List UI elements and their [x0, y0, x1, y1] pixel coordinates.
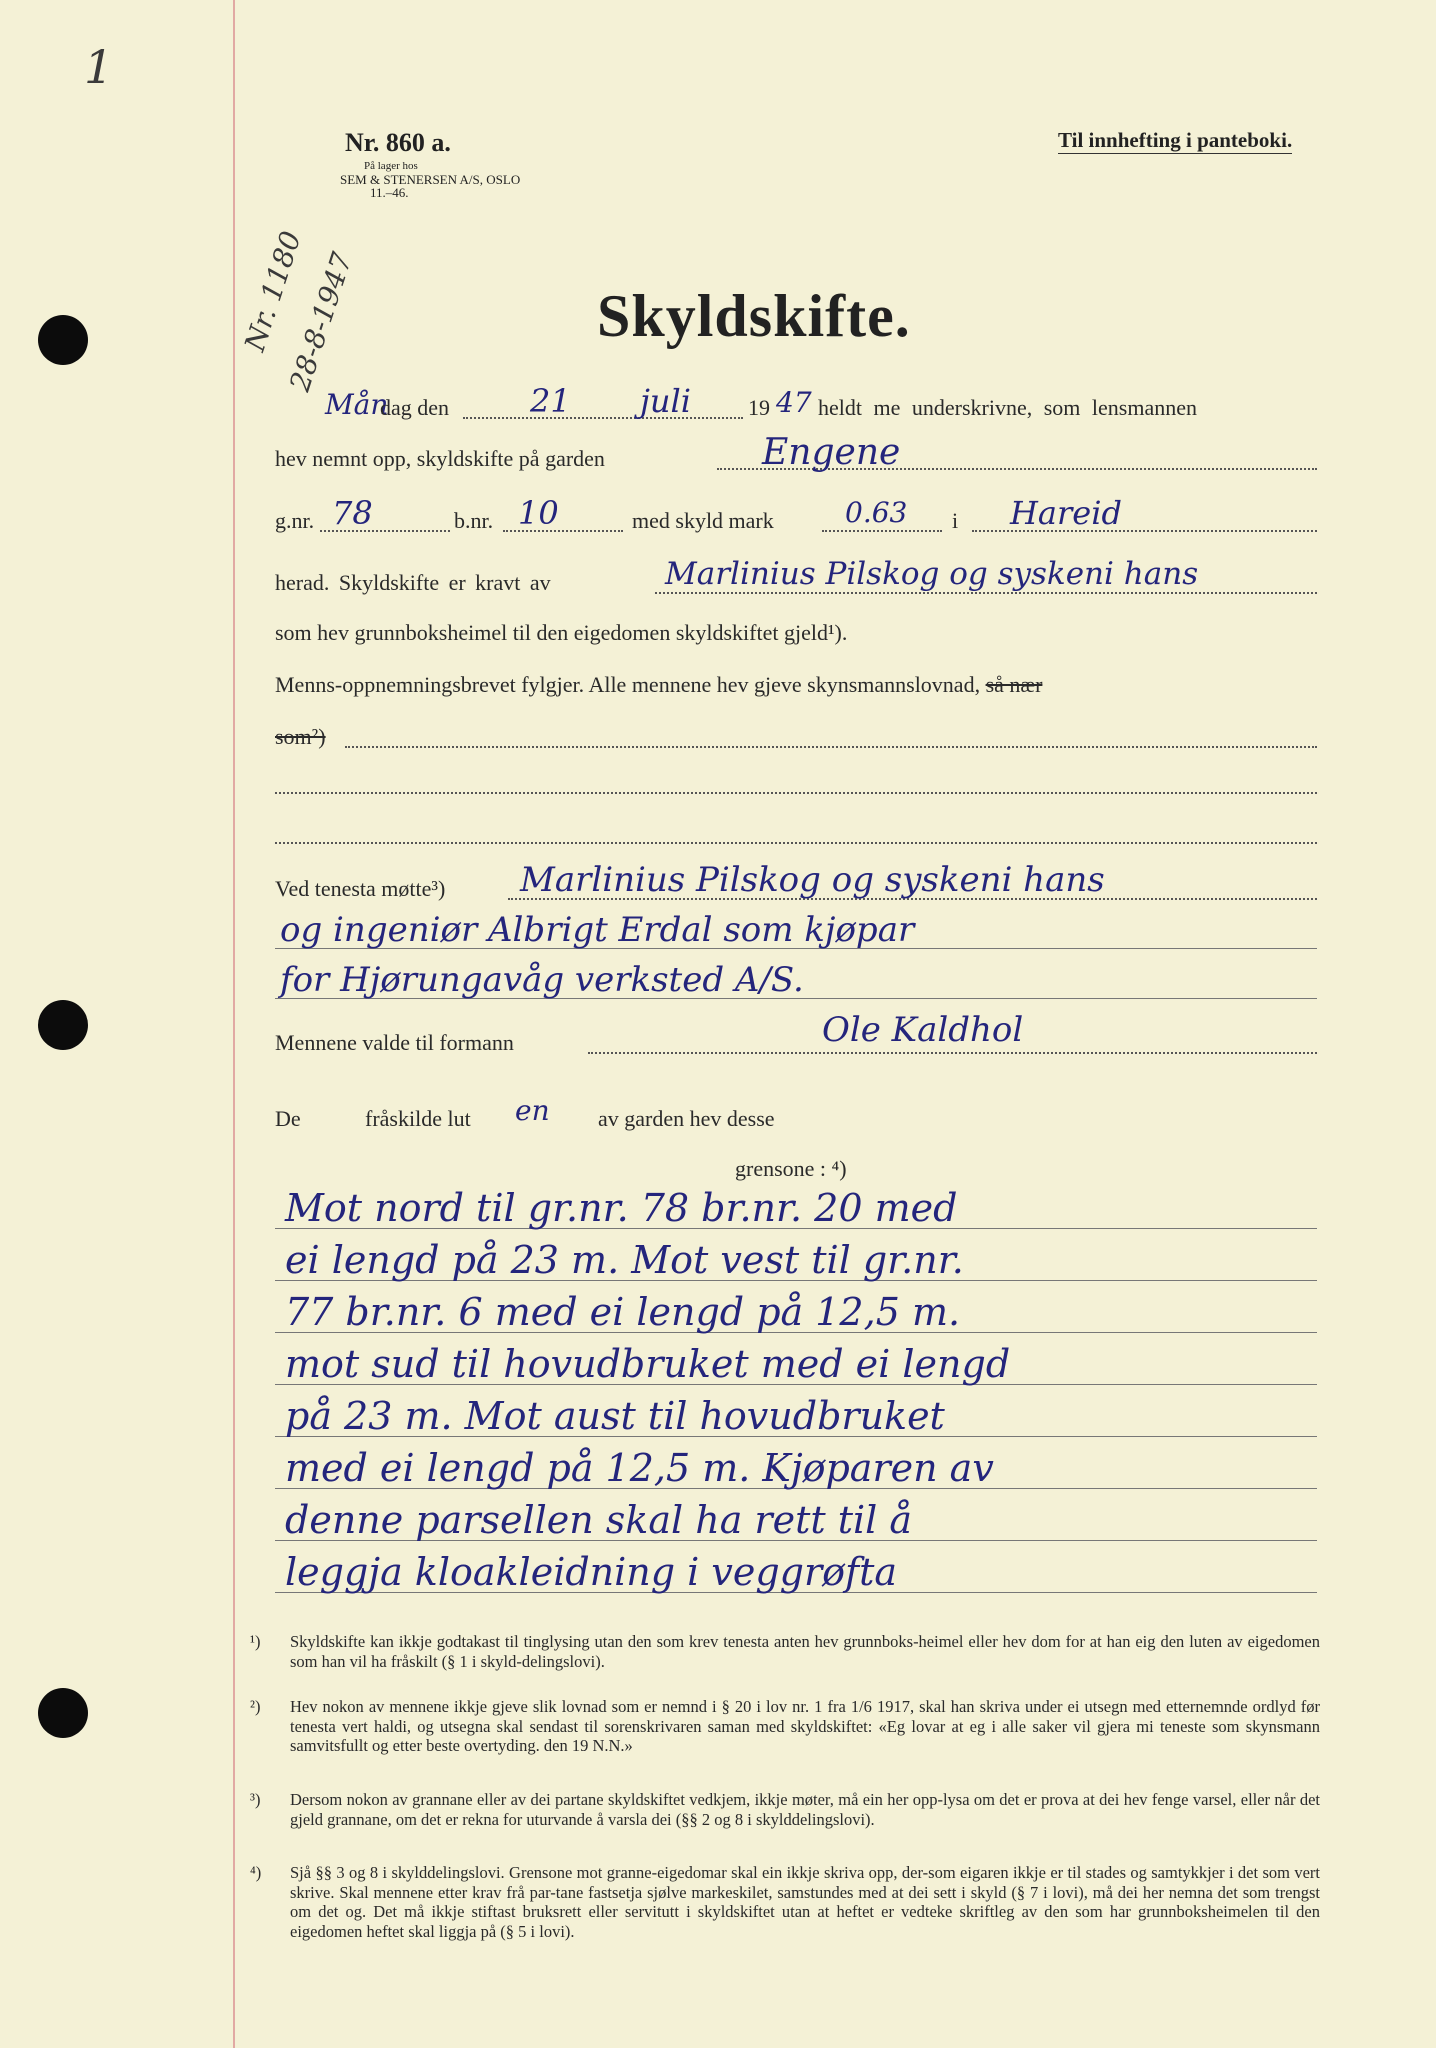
pencil-reg-date: 28-8-1947 [283, 248, 359, 396]
publisher-imprint [340, 160, 520, 199]
form-number: Nr. 860 a. [345, 128, 451, 157]
label-skyld: med skyld mark [632, 508, 774, 533]
hand-boundary-line: Mot nord til gr.nr. 78 br.nr. 20 med [285, 1186, 958, 1230]
label-lot: fråskilde lut [365, 1106, 471, 1131]
label-requester: herad. Skyldskifte er kravt av [275, 570, 551, 595]
label-farm: hev nemnt opp, skyldskifte på garden [275, 446, 605, 471]
label-title-holder: som hev grunnboksheimel til den eigedomen skyldskiftet gjeld¹). [275, 620, 848, 645]
footnote-4 [250, 1863, 1320, 1941]
label-day: dag den [380, 395, 450, 420]
hand-bnr: 10 [518, 494, 559, 532]
footnote-number: ³) [250, 1790, 261, 1809]
label-appointment [275, 672, 1042, 698]
footnote-text: Dersom nokon av grannane eller av dei partane skyldskiftet vedkjem, ikkje møter, må ein her opp-lysa om det er prova at dei hev fenge varsel, eller når det gjeld grannane, om det er rekna for uturvande å varsla dei (§§ 2 og 8 i skylddelingslovi). [290, 1790, 1320, 1829]
label-chairman: Mennene valde til formann [275, 1030, 514, 1055]
pencil-reg-number: Nr. 1180 [238, 227, 308, 356]
punch-hole-top [38, 315, 88, 365]
hand-boundary-line: med ei lengd på 12,5 m. Kjøparen av [285, 1446, 994, 1490]
label-lot-rest: av garden hev desse [598, 1106, 775, 1131]
struck-text-som: som²) [275, 724, 326, 749]
hand-attendees-line-2: og ingeniør Albrigt Erdal som kjøpar [280, 910, 915, 950]
footnote-3 [250, 1790, 1320, 1829]
hand-gnr: 78 [332, 494, 373, 532]
hand-month: juli [640, 382, 691, 420]
label-intro-rest: heldt me underskrivne, som lensmannen [818, 395, 1197, 420]
label-bnr: b.nr. [454, 508, 494, 533]
punch-hole-bottom [38, 1688, 88, 1738]
hand-chairman-name: Ole Kaldhol [822, 1010, 1024, 1050]
hand-boundary-line: 77 br.nr. 6 med ei lengd på 12,5 m. [285, 1290, 961, 1334]
footnote-number: ⁴) [250, 1863, 262, 1882]
footnote-number: ¹) [250, 1632, 261, 1651]
footnote-1 [250, 1632, 1320, 1671]
footnote-2 [250, 1697, 1320, 1756]
hand-farm-name: Engene [762, 432, 901, 473]
hand-boundary-line: leggja kloakleidning i veggrøfta [285, 1550, 898, 1594]
footnote-text: Skyldskifte kan ikkje godtakast til tinglysing utan den som krev tenesta anten hev grunnboks-heimel eller hev dom for at han eig den luten av eigedomen som han vil ha fråskilt (§ 1 i skyld-delingslovi). [290, 1632, 1320, 1671]
margin-rule [233, 0, 235, 2048]
hand-day-prefix: Mån [325, 388, 389, 421]
struck-text-sa-naer: så nær [985, 672, 1043, 697]
label-appointment-text: Menns-oppnemningsbrevet fylgjer. Alle mennene hev gjeve skynsmannslovnad, [275, 672, 981, 697]
hand-attendees-line-1: Marlinius Pilskog og syskeni hans [520, 860, 1105, 900]
hand-attendees-line-3: for Hjørungavåg verksted A/S. [280, 960, 804, 1000]
footnote-text: Hev nokon av mennene ikkje gjeve slik lovnad som er nemnd i § 20 i lov nr. 1 fra 1/6 1917, skal han skriva under ei utsegn med etternemnde ordlyd før tenesta vert haldi, og utsegna skal sendast til sorenskrivaren saman med skyldskiftet: «Eg lovar at eg i alle saker vil gjera mi teneste som skynsmann samvitsfullt og etter beste overtyding. den 19 N.N.» [290, 1697, 1320, 1755]
label-boundaries: grensone : ⁴) [735, 1156, 847, 1181]
footnote-text: Sjå §§ 3 og 8 i skylddelingslovi. Grensone mot granne-eigedomar skal ein ikkje skriva opp, der-som eigaren ikkje er til stades og samtykkjer i det som vert skrive. Skal mennene etter krav frå par-tane fastsetja sjølve markeskilet, samstundes med at dei sett i skyld (§ 7 i lovi), må dei her nemna det som trengst om det og. Det må ikkje stiftast bruksrett eller servitutt i skyldskiftet utan at heftet er vedteke skriftleg av den som har grunnboksheimelen til den eigedomen heftet skal liggja på (§ 5 i lovi). [290, 1863, 1320, 1941]
label-attendees: Ved tenesta møtte³) [275, 876, 446, 901]
publisher-line-1: På lager hos [364, 160, 418, 172]
hand-requester: Marlinius Pilskog og syskeni hans [665, 556, 1199, 592]
hand-boundary-line: denne parsellen skal ha rett til å [285, 1498, 913, 1542]
hand-year: 47 [776, 386, 812, 419]
hand-date: 21 [530, 382, 571, 420]
hand-boundary-line: ei lengd på 23 m. Mot vest til gr.nr. [285, 1238, 964, 1282]
page-title: Skyldskifte. [597, 283, 911, 349]
hand-boundary-line: på 23 m. Mot aust til hovudbruket [285, 1394, 945, 1438]
label-year: 19 [748, 395, 770, 420]
punch-hole-middle [38, 1000, 88, 1050]
publisher-line-3: 11.–46. [370, 185, 409, 200]
corner-page-mark: 1 [84, 40, 114, 94]
hand-lot: en [515, 1094, 550, 1127]
label-lot-de: De [275, 1106, 301, 1131]
publisher-line-2: SEM & STENERSEN A/S, OSLO [340, 172, 521, 187]
hand-herad: Hareid [1010, 494, 1122, 532]
label-i: i [952, 508, 959, 533]
footnote-number: ²) [250, 1697, 261, 1716]
binding-note: Til innhefting i panteboki. [1058, 128, 1293, 152]
label-gnr: g.nr. [275, 508, 315, 533]
hand-boundary-line: mot sud til hovudbruket med ei lengd [285, 1342, 1011, 1386]
hand-skyld: 0.63 [845, 496, 908, 529]
